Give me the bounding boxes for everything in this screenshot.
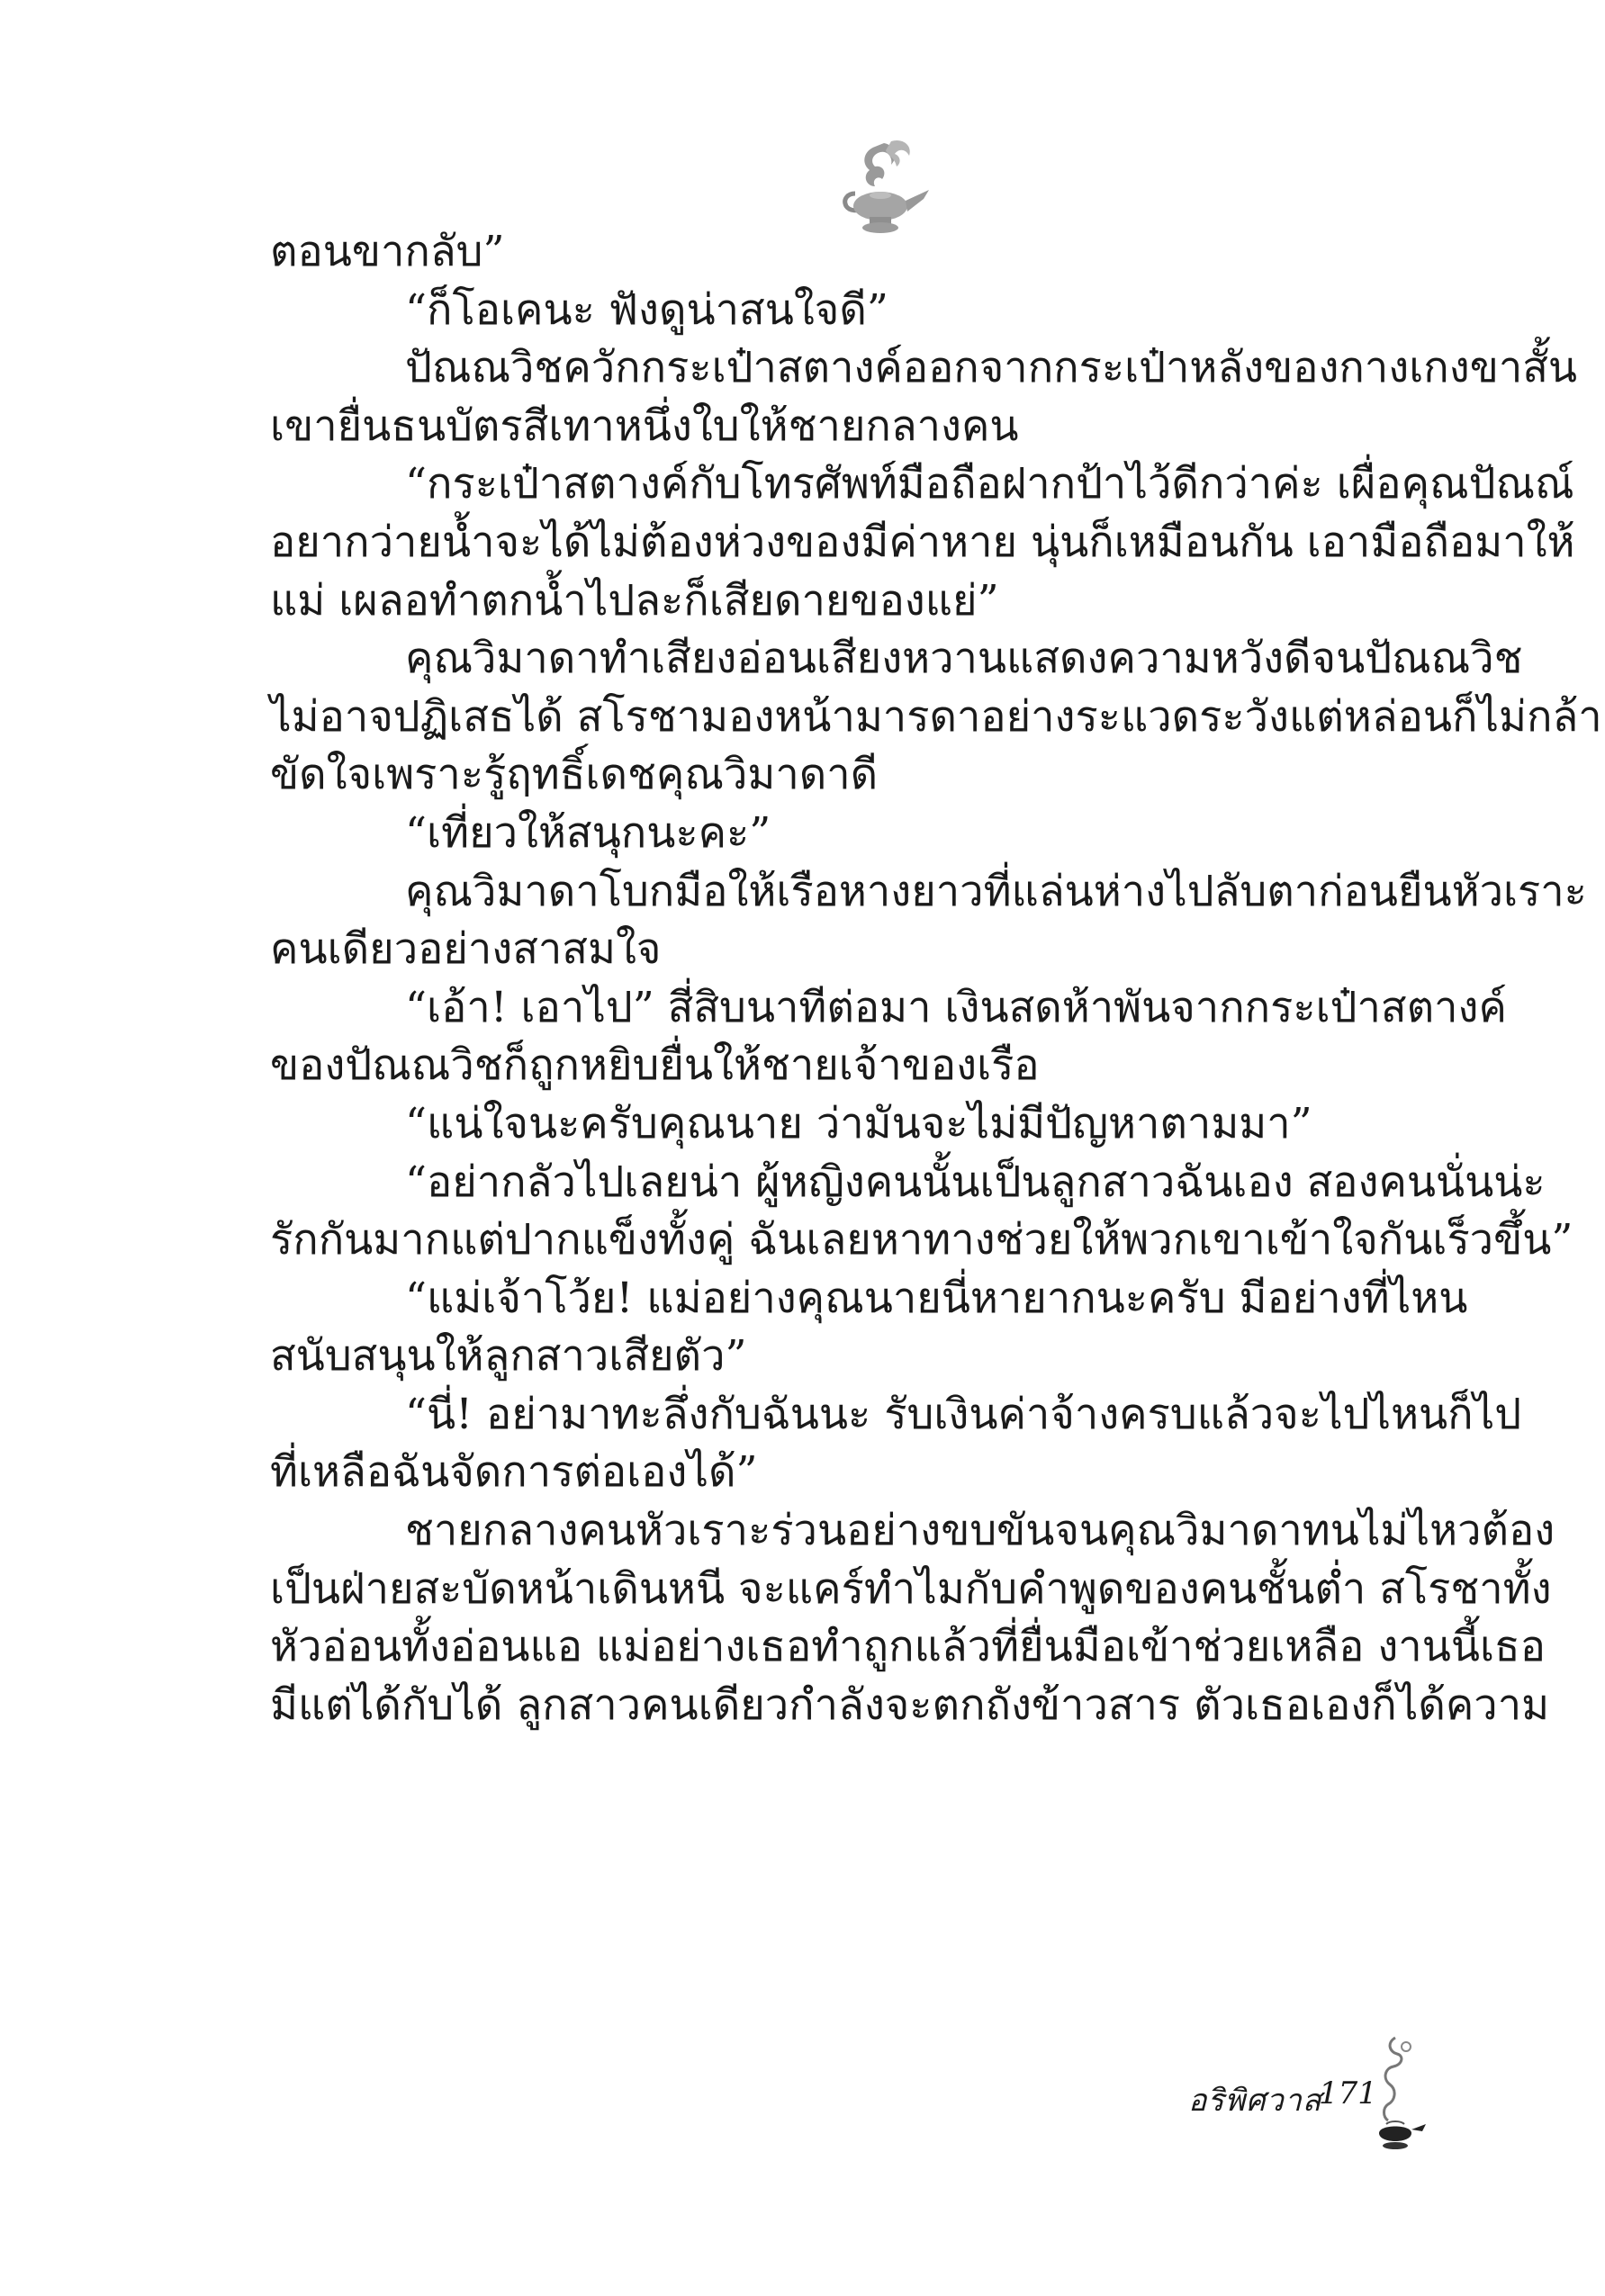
text-line: ปัณณวิชควักกระเป๋าสตางค์ออกจากกระเป๋าหลังของกางเกงขาสั้น	[405, 343, 1578, 393]
text-line: คุณวิมาดาทำเสียงอ่อนเสียงหวานแสดงความหวังดีจนปัณณวิช	[405, 634, 1523, 684]
lamp-smoke-icon	[1359, 2034, 1431, 2160]
text-line: ตอนขากลับ”	[270, 227, 505, 276]
series-title: อริพิศวาส	[1188, 2083, 1322, 2119]
text-line: “นี่! อย่ามาทะลึ่งกับฉันนะ รับเงินค่าจ้างครบแล้วจะไปไหนก็ไป	[405, 1389, 1522, 1439]
text-line: “เอ้า! เอาไป” สี่สิบนาทีต่อมา เงินสดห้าพันจากกระเป๋าสตางค์	[405, 982, 1507, 1032]
text-line: หัวอ่อนทั้งอ่อนแอ แม่อย่างเธอทำถูกแล้วที่ยื่นมือเข้าช่วยเหลือ งานนี้เธอ	[270, 1622, 1546, 1672]
text-line: “แม่เจ้าโว้ย! แม่อย่างคุณนายนี่หายากนะครับ มีอย่างที่ไหน	[405, 1273, 1468, 1323]
text-line: ขัดใจเพราะรู้ฤทธิ์เดชคุณวิมาดาดี	[270, 750, 879, 800]
text-line: “แน่ใจนะครับคุณนาย ว่ามันจะไม่มีปัญหาตามมา”	[405, 1098, 1312, 1148]
text-line: แม่ เผลอทำตกน้ำไปละก็เสียดายของแย่”	[270, 575, 999, 626]
text-line: อยากว่ายน้ำจะได้ไม่ต้องห่วงของมีค่าหาย นุ่นก็เหมือนกัน เอามือถือมาให้	[270, 517, 1575, 567]
text-line: ของปัณณวิชก็ถูกหยิบยื่นให้ชายเจ้าของเรือ	[270, 1040, 1040, 1091]
text-line: “อย่ากลัวไปเลยน่า ผู้หญิงคนนั้นเป็นลูกสาวฉันเอง สองคนนั่นน่ะ	[405, 1157, 1546, 1207]
text-line: ที่เหลือฉันจัดการต่อเองได้”	[270, 1447, 758, 1498]
text-line: ไม่อาจปฏิเสธได้ สโรชามองหน้ามารดาอย่างระแวดระวังแต่หล่อนก็ไม่กล้า	[270, 691, 1602, 742]
text-line: “กระเป๋าสตางค์กับโทรศัพท์มือถือฝากป้าไว้ดีกว่าค่ะ เผื่อคุณปัณณ์	[405, 459, 1574, 509]
text-line: มีแต่ได้กับได้ ลูกสาวคนเดียวกำลังจะตกถังข้าวสาร ตัวเธอเองก็ได้ความ	[270, 1679, 1550, 1730]
text-line: คนเดียวอย่างสาสมใจ	[270, 924, 662, 975]
story-text	[270, 223, 1602, 1734]
text-line: สนับสนุนให้ลูกสาวเสียตัว”	[270, 1331, 747, 1382]
text-line: เป็นฝ่ายสะบัดหน้าเดินหนี จะแคร์ทำไมกับคำพูดของคนชั้นต่ำ สโรชาทั้ง	[270, 1563, 1552, 1614]
page-number: 171	[1319, 2075, 1377, 2111]
text-line: “ก็โอเคนะ ฟังดูน่าสนใจดี”	[405, 284, 888, 335]
text-line: ชายกลางคนหัวเราะร่วนอย่างขบขันจนคุณวิมาดาทนไม่ไหวต้อง	[405, 1506, 1555, 1556]
text-line: “เที่ยวให้สนุกนะคะ”	[405, 807, 771, 858]
text-line: รักกันมากแต่ปากแข็งทั้งคู่ ฉันเลยหาทางช่วยให้พวกเขาเข้าใจกันเร็วขึ้น”	[270, 1215, 1573, 1265]
text-line: คุณวิมาดาโบกมือให้เรือหางยาวที่แล่นห่างไปลับตาก่อนยืนหัวเราะ	[405, 866, 1587, 916]
text-line: เขายื่นธนบัตรสีเทาหนึ่งใบให้ชายกลางคน	[270, 401, 1019, 451]
